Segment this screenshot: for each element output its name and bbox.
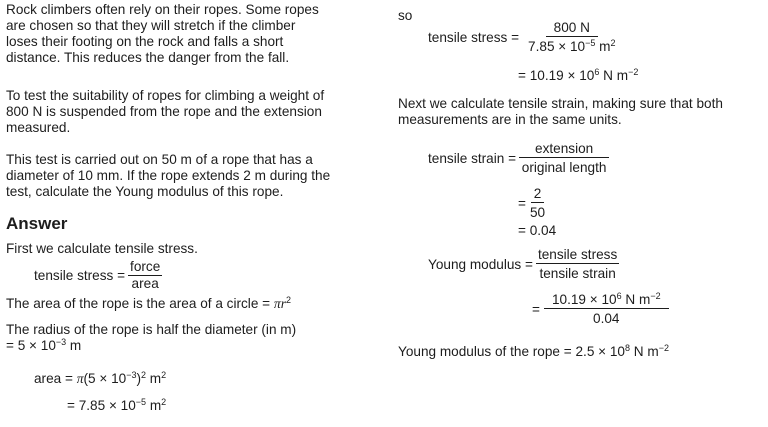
area-result bbox=[67, 398, 166, 414]
young-modulus-equation bbox=[428, 247, 619, 282]
question-line: This test is carried out on 50 m of a rope that has a bbox=[6, 152, 313, 167]
strain-intro-line: measurements are in the same units. bbox=[398, 112, 622, 127]
stress-denominator: area bbox=[131, 276, 159, 291]
equals-sign: = bbox=[518, 195, 526, 211]
test-line: 800 N is suspended from the rope and the extension bbox=[6, 104, 322, 119]
strain-value-equation bbox=[518, 186, 547, 221]
stress-numerator: force bbox=[130, 259, 161, 274]
intro-line: Rock climbers often rely on their ropes. Some ropes bbox=[6, 2, 319, 17]
radius-unit: m bbox=[66, 338, 82, 353]
exponent: −2 bbox=[650, 291, 661, 301]
exponent: −2 bbox=[628, 67, 639, 77]
strain-value-numerator: 2 bbox=[531, 186, 545, 203]
radius-value bbox=[6, 338, 296, 354]
exponent: −5 bbox=[135, 397, 147, 407]
area-eq-unit: m bbox=[146, 371, 162, 386]
ym-value-denominator: 0.04 bbox=[593, 311, 620, 326]
ts-lhs: tensile stress = bbox=[428, 29, 520, 45]
ts-result bbox=[518, 68, 638, 84]
ts-fraction bbox=[522, 20, 621, 55]
stress-formula bbox=[34, 259, 162, 292]
strain-value-fraction bbox=[528, 186, 547, 221]
area-result-unit: m bbox=[146, 398, 162, 413]
exponent: 2 bbox=[161, 370, 167, 380]
exponent: 2 bbox=[610, 38, 616, 48]
strain-intro bbox=[398, 96, 723, 128]
exponent: −2 bbox=[658, 343, 669, 353]
tensile-strain-equation bbox=[428, 141, 609, 176]
exponent: 2 bbox=[141, 370, 147, 380]
ym-value-numerator bbox=[544, 292, 669, 309]
strain-fraction bbox=[519, 141, 609, 176]
exponent: −5 bbox=[585, 38, 596, 48]
area-eq-part: ) bbox=[136, 371, 142, 386]
equals-sign: = bbox=[532, 301, 540, 317]
radius-statement bbox=[6, 322, 296, 354]
strain-numerator: extension bbox=[519, 141, 609, 158]
test-paragraph bbox=[6, 88, 324, 136]
exponent: 6 bbox=[594, 67, 600, 77]
ts-result-base: = 10.19 × 10 bbox=[518, 68, 595, 83]
first-step-text: First we calculate tensile stress. bbox=[6, 241, 198, 256]
so-text: so bbox=[398, 8, 413, 23]
ts-den-unit: m bbox=[595, 39, 611, 54]
answer-heading: Answer bbox=[6, 214, 68, 233]
ym-numerator: tensile stress bbox=[537, 247, 618, 262]
intro-line: are chosen so that they will stretch if the climber bbox=[6, 18, 296, 33]
area-result-base: = 7.85 × 10 bbox=[67, 398, 136, 413]
strain-lhs: tensile strain = bbox=[428, 150, 517, 166]
question-line: test, calculate the Young modulus of this rope. bbox=[6, 184, 284, 199]
ts-den-base: 7.85 × 10 bbox=[528, 39, 586, 54]
ts-denominator bbox=[522, 37, 621, 55]
pi-symbol: π bbox=[76, 371, 84, 386]
stress-lhs: tensile stress = bbox=[34, 267, 126, 283]
exponent: 2 bbox=[285, 295, 291, 305]
ym-lhs: Young modulus = bbox=[428, 256, 533, 272]
area-equation bbox=[34, 371, 166, 387]
exponent: 2 bbox=[161, 397, 167, 407]
ym-num-unit: N m bbox=[621, 292, 651, 307]
exponent: −3 bbox=[55, 337, 67, 347]
intro-paragraph bbox=[6, 2, 319, 66]
question-line: diameter of 10 mm. If the rope extends 2 m during the bbox=[6, 168, 331, 183]
exponent: 6 bbox=[616, 291, 622, 301]
strain-denominator: original length bbox=[521, 160, 607, 175]
radius-line: The radius of the rope is half the diameter (in m) bbox=[6, 322, 297, 337]
ym-num-base: 10.19 × 10 bbox=[551, 292, 617, 307]
strain-intro-line: Next we calculate tensile strain, making sure that both bbox=[398, 96, 723, 111]
r-symbol: r bbox=[280, 296, 286, 311]
area-statement bbox=[6, 296, 291, 312]
area-text: The area of the rope is the area of a circle = bbox=[6, 296, 274, 311]
exponent: 8 bbox=[625, 343, 631, 353]
area-eq-part: (5 × 10 bbox=[83, 371, 127, 386]
stress-fraction bbox=[128, 259, 162, 292]
pi-symbol: π bbox=[273, 296, 281, 311]
question-paragraph bbox=[6, 152, 330, 200]
final-answer-unit: N m bbox=[630, 344, 659, 359]
intro-line: loses their footing on the rock and falls a short bbox=[6, 34, 284, 49]
test-line: measured. bbox=[6, 120, 71, 135]
test-line: To test the suitability of ropes for climbing a weight of bbox=[6, 88, 325, 103]
final-answer bbox=[398, 344, 669, 360]
strain-result: = 0.04 bbox=[518, 223, 557, 238]
strain-value-denominator: 50 bbox=[529, 205, 546, 220]
young-modulus-value-equation bbox=[532, 292, 669, 327]
area-eq-lhs: area = bbox=[34, 371, 77, 386]
intro-line: distance. This reduces the danger from the fall. bbox=[6, 50, 290, 65]
tensile-stress-equation bbox=[428, 20, 622, 55]
exponent: −3 bbox=[126, 370, 137, 380]
ym-value-fraction bbox=[544, 292, 669, 327]
ts-numerator: 800 N bbox=[546, 20, 598, 37]
final-answer-base: Young modulus of the rope = 2.5 × 10 bbox=[398, 344, 625, 359]
ym-denominator: tensile strain bbox=[539, 266, 616, 281]
ym-fraction bbox=[536, 247, 619, 282]
ts-result-unit: N m bbox=[599, 68, 629, 83]
radius-value-base: = 5 × 10 bbox=[6, 338, 56, 353]
